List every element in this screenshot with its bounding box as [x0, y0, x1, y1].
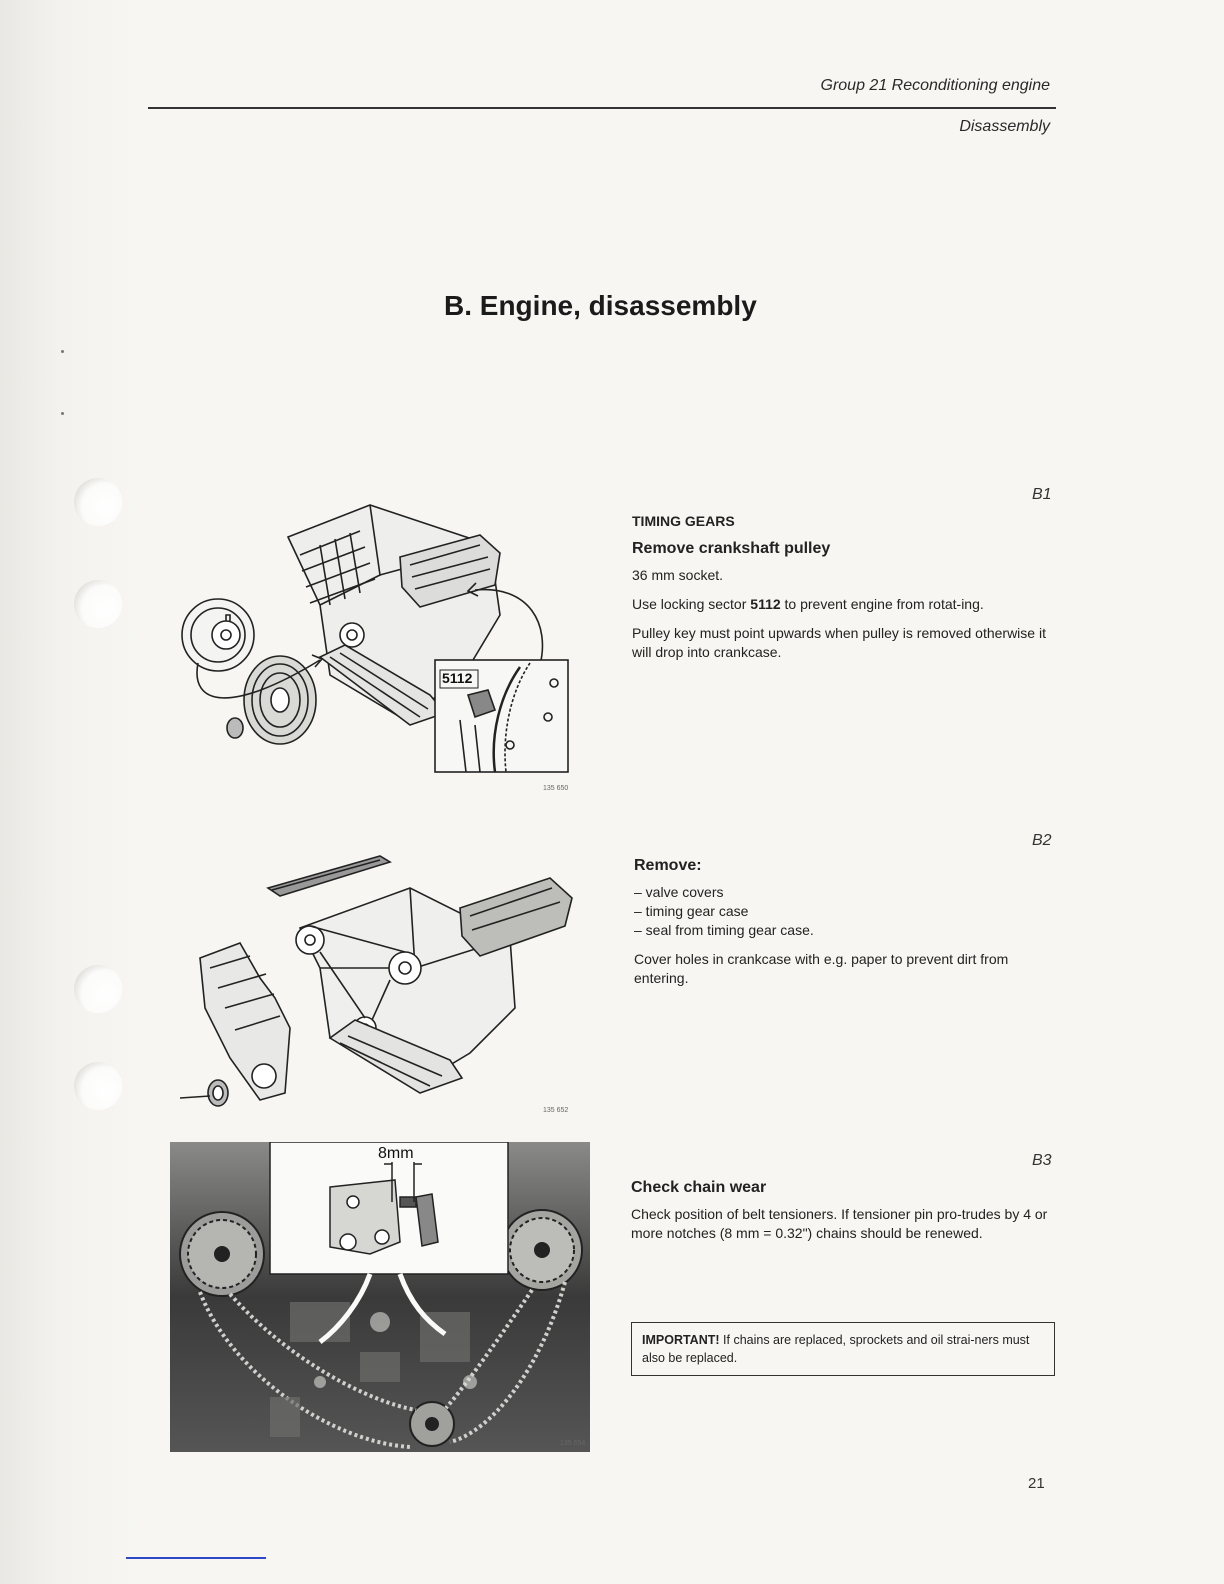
important-note-box [631, 1322, 1055, 1376]
section-b1-p3: Pulley key must point upwards when pulley is removed otherwise it will drop into crankcase. [632, 625, 1046, 660]
speck [61, 350, 64, 353]
figure-b1-code: 135 650 [543, 785, 569, 792]
running-header: Group 21 Reconditioning engine [820, 77, 1050, 94]
footer-link-underline[interactable] [126, 1557, 266, 1559]
running-subheader: Disassembly [959, 118, 1050, 135]
section-b2-p1: Cover holes in crankcase with e.g. paper to prevent dirt from entering. [634, 951, 1009, 986]
figure-b3-callout: 8mm [378, 1145, 414, 1162]
section-b1-p2-text: Use locking sector [632, 596, 751, 612]
list-item: – timing gear case [634, 903, 749, 919]
section-b3-p1: Check position of belt tensioners. If tensioner pin pro-trudes by 4 or more notches (8 mm = 0.32") chains should be renewed. [631, 1206, 1048, 1241]
figure-b3-chain-photo [170, 1142, 590, 1452]
section-b1-p1: 36 mm socket. [632, 567, 724, 583]
section-b1-p2-tool: 5112 [750, 596, 781, 612]
figure-b1-callout: 5112 [442, 670, 473, 686]
figure-b2-code: 135 652 [543, 1107, 569, 1114]
page-number: 21 [1028, 1475, 1045, 1492]
section-b2 [634, 856, 1058, 998]
important-label: IMPORTANT! [642, 1333, 720, 1347]
figure-b1-crankshaft-pulley [170, 495, 580, 795]
punch-hole [74, 965, 122, 1013]
section-b1-p2 [632, 595, 1056, 614]
figure-b2-engine-exploded [180, 848, 580, 1113]
section-label-b2: B2 [1032, 832, 1052, 849]
list-item: – seal from timing gear case. [634, 922, 814, 938]
speck [61, 412, 64, 415]
important-text: If chains are replaced, sprockets and oil strai-ners must also be replaced. [642, 1333, 1030, 1365]
section-b1 [632, 512, 1056, 672]
section-b3-heading: Check chain wear [631, 1179, 767, 1196]
header-rule [148, 107, 1056, 109]
figure-b3-code: 135 654 [560, 1440, 586, 1447]
punch-hole [74, 1062, 122, 1110]
section-b1-p2-text-end: to prevent engine from rotat-ing. [780, 596, 984, 612]
section-b1-subheading: Remove crankshaft pulley [632, 540, 831, 557]
page-title: B. Engine, disassembly [444, 290, 757, 321]
section-label-b1: B1 [1032, 486, 1052, 503]
punch-hole [74, 580, 122, 628]
punch-hole [74, 478, 122, 526]
section-b2-heading: Remove: [634, 857, 702, 874]
list-item: – valve covers [634, 884, 724, 900]
section-b3 [631, 1178, 1057, 1253]
section-label-b3: B3 [1032, 1152, 1052, 1169]
section-b1-heading: TIMING GEARS [632, 513, 735, 529]
